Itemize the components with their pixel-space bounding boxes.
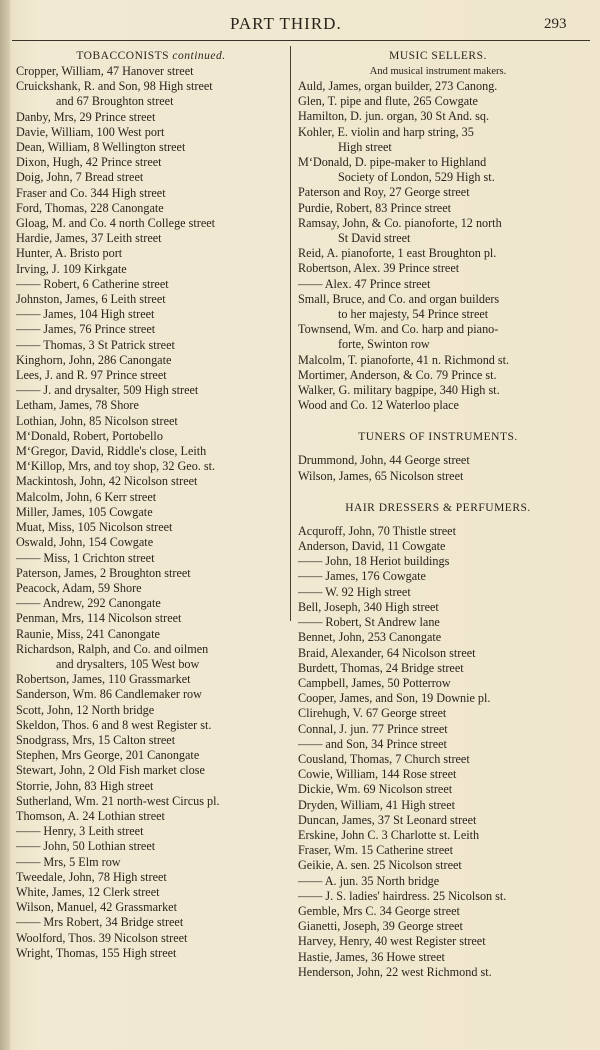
- list-item: forte, Swinton row: [338, 337, 430, 352]
- list-item: Paterson, James, 2 Broughton street: [16, 565, 191, 580]
- list-item: Robertson, James, 110 Grassmarket: [16, 672, 191, 687]
- list-item: Wilson, James, 65 Nicolson street: [298, 468, 464, 483]
- list-item: Danby, Mrs, 29 Prince street: [16, 109, 156, 124]
- list-item: M‘Donald, Robert, Portobello: [16, 428, 163, 443]
- list-item: Skeldon, Thos. 6 and 8 west Register st.: [16, 717, 212, 732]
- list-item: M‘Gregor, David, Riddle's close, Leith: [16, 444, 207, 459]
- list-item: —— A. jun. 35 North bridge: [298, 873, 440, 888]
- page-number: 293: [544, 16, 567, 32]
- list-item: Anderson, David, 11 Cowgate: [298, 539, 446, 554]
- list-item: Dickie, Wm. 69 Nicolson street: [298, 782, 453, 797]
- list-item: —— James, 176 Cowgate: [298, 569, 426, 584]
- list-item: —— Robert, St Andrew lane: [298, 615, 440, 630]
- list-item: Gloag, M. and Co. 4 north College street: [16, 216, 216, 231]
- section-heading-hair: HAIR DRESSERS & PERFUMERS.: [345, 501, 531, 514]
- tuners-list: [298, 453, 578, 483]
- list-item: —— James, 104 High street: [16, 307, 155, 322]
- list-item: M‘Killop, Mrs, and toy shop, 32 Geo. st.: [16, 459, 216, 474]
- list-item: Gianetti, Joseph, 39 George street: [298, 919, 463, 934]
- list-item: —— Andrew, 292 Canongate: [16, 596, 161, 611]
- list-item: Ford, Thomas, 228 Canongate: [16, 200, 164, 215]
- list-item: Hastie, James, 36 Howe street: [298, 949, 445, 964]
- list-item: —— James, 76 Prince street: [16, 322, 156, 337]
- list-item: —— Henry, 3 Leith street: [16, 824, 144, 839]
- list-item: St David street: [338, 231, 411, 246]
- page-header: [0, 14, 600, 42]
- list-item: Cowie, William, 144 Rose street: [298, 767, 457, 782]
- list-item: Fraser, Wm. 15 Catherine street: [298, 843, 453, 858]
- list-item: —— J. and drysalter, 509 High street: [16, 383, 199, 398]
- list-item: Drummond, John, 44 George street: [298, 453, 470, 468]
- list-item: Small, Bruce, and Co. and organ builders: [298, 291, 500, 306]
- list-item: and 67 Broughton street: [56, 94, 174, 109]
- list-item: Davie, William, 100 West port: [16, 124, 165, 139]
- page-binding-edge: [0, 0, 10, 1050]
- list-item: Cousland, Thomas, 7 Church street: [298, 751, 470, 766]
- section-gap: [298, 516, 578, 524]
- list-item: Lees, J. and R. 97 Prince street: [16, 368, 167, 383]
- list-item: Cropper, William, 47 Hanover street: [16, 64, 194, 78]
- list-item: Cooper, James, and Son, 19 Downie pl.: [298, 691, 491, 706]
- list-item: High street: [338, 139, 392, 154]
- list-item: Bennet, John, 253 Canongate: [298, 630, 442, 645]
- list-item: —— Mrs Robert, 34 Bridge street: [16, 915, 184, 930]
- list-item: Doig, John, 7 Bread street: [16, 170, 144, 185]
- list-item: Hunter, A. Bristo port: [16, 246, 123, 261]
- list-item: Gemble, Mrs C. 34 George street: [298, 903, 460, 918]
- list-item: Fraser and Co. 344 High street: [16, 185, 166, 200]
- list-item: —— John, 18 Heriot buildings: [298, 554, 450, 569]
- list-item: Erskine, John C. 3 Charlotte st. Leith: [298, 827, 480, 842]
- list-item: Muat, Miss, 105 Nicolson street: [16, 520, 173, 535]
- section-gap: [298, 445, 578, 453]
- list-item: Auld, James, organ builder, 273 Canong.: [298, 79, 498, 93]
- list-item: Campbell, James, 50 Potterrow: [298, 675, 451, 690]
- section-heading-tobacconists: [16, 48, 286, 64]
- list-item: Lothian, John, 85 Nicolson street: [16, 413, 178, 428]
- list-item: Braid, Alexander, 64 Nicolson street: [298, 645, 476, 660]
- list-item: M‘Donald, D. pipe-maker to Highland: [298, 155, 487, 170]
- list-item: Henderson, John, 22 west Richmond st.: [298, 964, 492, 979]
- heading-title: TOBACCONISTS: [76, 50, 170, 62]
- list-item: Duncan, James, 37 St Leonard street: [298, 812, 477, 827]
- list-item: Tweedale, John, 78 High street: [16, 869, 167, 884]
- section-gap: [298, 484, 578, 500]
- list-item: Richardson, Ralph, and Co. and oilmen: [16, 641, 209, 656]
- list-item: Wright, Thomas, 155 High street: [16, 945, 177, 960]
- list-item: Mortimer, Anderson, & Co. 79 Prince st.: [298, 367, 497, 382]
- list-item: Miller, James, 105 Cowgate: [16, 504, 153, 519]
- list-item: White, James, 12 Clerk street: [16, 884, 160, 899]
- list-item: —— Mrs, 5 Elm row: [16, 854, 121, 869]
- list-item: Townsend, Wm. and Co. harp and piano-: [298, 322, 499, 337]
- list-item: Kohler, E. violin and harp string, 35: [298, 124, 474, 139]
- list-item: Storrie, John, 83 High street: [16, 778, 154, 793]
- section-gap: [298, 413, 578, 429]
- list-item: Malcolm, T. pianoforte, 41 n. Richmond st.: [298, 352, 510, 367]
- list-item: Scott, John, 12 North bridge: [16, 702, 155, 717]
- list-item: Sanderson, Wm. 86 Candlemaker row: [16, 687, 202, 702]
- list-item: Dryden, William, 41 High street: [298, 797, 456, 812]
- running-title: PART THIRD.: [230, 14, 342, 33]
- list-item: Wood and Co. 12 Waterloo place: [298, 398, 459, 413]
- list-item: Connal, J. jun. 77 Prince street: [298, 721, 448, 736]
- column-divider: [290, 46, 291, 621]
- list-item: Society of London, 529 High st.: [338, 170, 495, 185]
- list-item: Mackintosh, John, 42 Nicolson street: [16, 474, 198, 489]
- list-item: —— Alex. 47 Prince street: [298, 276, 431, 291]
- list-item: to her majesty, 54 Prince street: [338, 307, 489, 322]
- list-item: Malcolm, John, 6 Kerr street: [16, 489, 157, 504]
- list-item: Sutherland, Wm. 21 north-west Circus pl.: [16, 793, 220, 808]
- list-item: Acquroff, John, 70 Thistle street: [298, 523, 456, 538]
- list-item: Kinghorn, John, 286 Canongate: [16, 352, 172, 367]
- list-item: Paterson and Roy, 27 George street: [298, 185, 470, 200]
- list-item: Burdett, Thomas, 24 Bridge street: [298, 660, 464, 675]
- list-item: Oswald, John, 154 Cowgate: [16, 535, 154, 550]
- list-item: —— J. S. ladies' hairdress. 25 Nicolson st.: [298, 888, 507, 903]
- list-item: Letham, James, 78 Shore: [16, 398, 139, 413]
- list-item: Wilson, Manuel, 42 Grassmarket: [16, 900, 177, 915]
- list-item: Thomson, A. 24 Lothian street: [16, 808, 165, 823]
- section-heading-tuners: TUNERS OF INSTRUMENTS.: [358, 431, 518, 444]
- list-item: Snodgrass, Mrs, 15 Calton street: [16, 732, 176, 747]
- section-subheading-music: And musical instrument makers.: [369, 66, 507, 77]
- list-item: and drysalters, 105 West bow: [56, 656, 200, 671]
- list-item: Irving, J. 109 Kirkgate: [16, 261, 127, 276]
- music-sellers-list: [298, 79, 578, 413]
- list-item: Woolford, Thos. 39 Nicolson street: [16, 930, 188, 945]
- list-item: —— Miss, 1 Crichton street: [16, 550, 155, 565]
- list-item: Johnston, James, 6 Leith street: [16, 292, 166, 307]
- list-item: Robertson, Alex. 39 Prince street: [298, 261, 460, 276]
- hair-dressers-list: [298, 524, 578, 980]
- right-column: [298, 48, 578, 980]
- list-item: Walker, G. military bagpipe, 340 High st.: [298, 383, 500, 398]
- list-item: Geikie, A. sen. 25 Nicolson street: [298, 858, 462, 873]
- list-item: Peacock, Adam, 59 Shore: [16, 580, 142, 595]
- list-item: Glen, T. pipe and flute, 265 Cowgate: [298, 94, 478, 109]
- list-item: —— and Son, 34 Prince street: [298, 736, 447, 751]
- list-item: Stephen, Mrs George, 201 Canongate: [16, 748, 200, 763]
- header-rule: [12, 40, 590, 41]
- left-column: [16, 48, 286, 961]
- list-item: Purdie, Robert, 83 Prince street: [298, 200, 451, 215]
- list-item: —— John, 50 Lothian street: [16, 839, 156, 854]
- heading-continued: continued.: [172, 50, 226, 62]
- list-item: Ramsay, John, & Co. pianoforte, 12 north: [298, 215, 502, 230]
- list-item: —— Robert, 6 Catherine street: [16, 276, 169, 291]
- list-item: Stewart, John, 2 Old Fish market close: [16, 763, 205, 778]
- list-item: Dixon, Hugh, 42 Prince street: [16, 155, 162, 170]
- list-item: Hamilton, D. jun. organ, 30 St And. sq.: [298, 109, 490, 124]
- list-item: Raunie, Miss, 241 Canongate: [16, 626, 160, 641]
- list-item: Hardie, James, 37 Leith street: [16, 231, 162, 246]
- list-item: Dean, William, 8 Wellington street: [16, 140, 186, 155]
- list-item: Penman, Mrs, 114 Nicolson street: [16, 611, 182, 626]
- list-item: Reid, A. pianoforte, 1 east Broughton pl.: [298, 246, 497, 261]
- tobacconists-list: [16, 64, 286, 961]
- list-item: —— W. 92 High street: [298, 584, 411, 599]
- section-heading-music: MUSIC SELLERS.: [389, 50, 487, 62]
- list-item: Harvey, Henry, 40 west Register street: [298, 934, 486, 949]
- list-item: Cruickshank, R. and Son, 98 High street: [16, 79, 213, 94]
- list-item: —— Thomas, 3 St Patrick street: [16, 337, 175, 352]
- list-item: Bell, Joseph, 340 High street: [298, 599, 439, 614]
- list-item: Clirehugh, V. 67 George street: [298, 706, 447, 721]
